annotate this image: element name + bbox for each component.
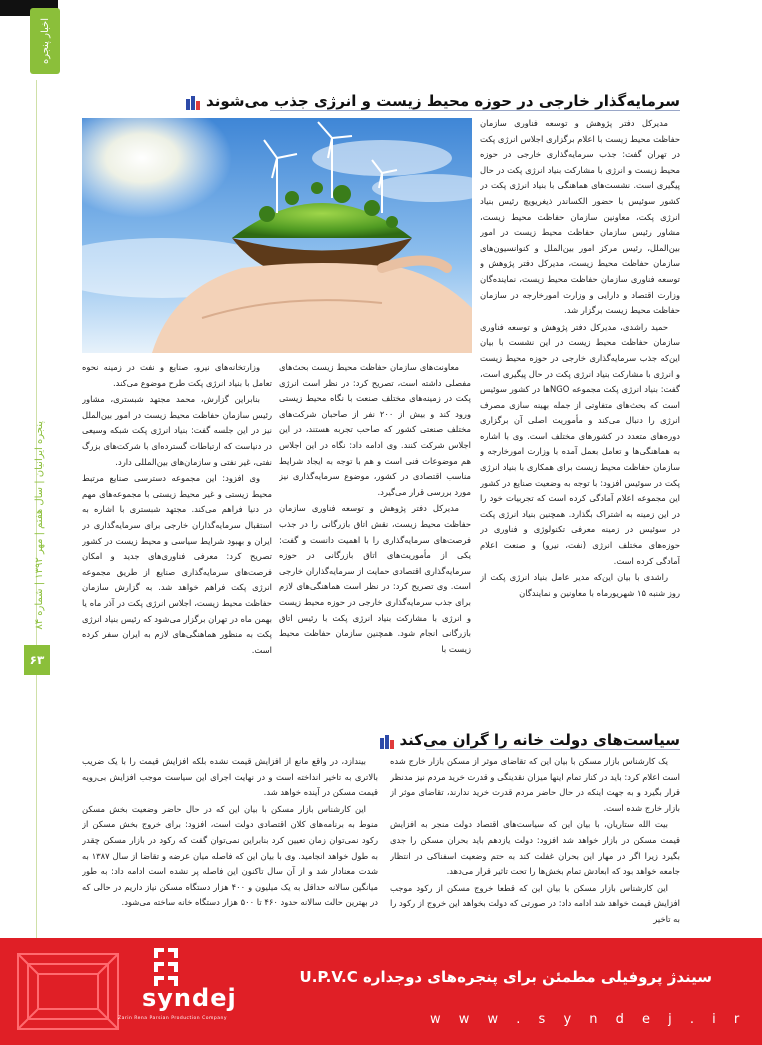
- article1-paragraph: راشدی با بیان این‌که مدیر عامل بنیاد انرژی پکت از روز شنبه ۱۵ شهریورماه با معاونین و نمایندگان: [480, 572, 680, 598]
- page-number: ۶۳: [24, 645, 50, 675]
- article1-paragraph: مدیرکل دفتر پژوهش و توسعه فناوری سازمان حفاظت محیط زیست با اعلام برگزاری اجلاس انرژی پکت در تهران گفت: جذب سرمایه‌گذاری خارجی در حوزه محیط زیست و انرژی با مشارکت بنیاد انرژی پکت در حال پیگیری است. نشست‌های هماهنگی با بنیاد انرژی پکت در کشور سوئیس با حضور الکساندر ذیغریویچ رئیس بنیاد انرژی پکت، معاونین سازمان حفاظت محیط زیست، مشاور رئیس سازمان حفاظت محیط زیست در امور بین‌الملل، رئیس مرکز امور بین‌الملل و کنوانسیون‌های سازمان حفاظت محیط زیست، مدیرکل دفتر پژوهش و توسعه فناوری سازمان حفاظت محیط زیست، نماینده‌گان وزارت اقتصاد و دارایی و وزارت امورخارجه در سازمان حفاظت محیط زیست برگزار شد.: [480, 118, 680, 316]
- article2-paragraph: این کارشناس بازار مسکن با بیان این که قطعا خروج مسکن از رکود موجب افزایش قیمت خواهد شد ادامه داد: در صورتی که دولت بخواهد این خروج از رکود را به تاخیر: [390, 882, 680, 924]
- article2-paragraph: بیندازد، در واقع مانع از افزایش قیمت نشده بلکه افزایش قیمت را با یک ضریب بالاتری به تاخیر انداخته است و در نهایت اجرای این سیاست موجب افزایش بی‌رویه قیمت مسکن در آینده خواهد شد.: [82, 756, 378, 798]
- bar-chart-icon: [186, 94, 200, 110]
- article1-heading: [186, 92, 680, 110]
- article1-column-left: [82, 360, 272, 670]
- syndej-ad-banner: [0, 938, 762, 1045]
- article2-paragraph: یک کارشناس بازار مسکن با بیان این که تقاضای موثر از مسکن بازار خارج شده است اعلام کرد: باید در کنار تمام اینها میزان نقدینگی و قدرت خرید مردم نیز مدنظر قرار بگیرد و به جهت اینکه در حال حاضر مردم قدرت خرید ندارند، تقاضای موثر از بازار خارج شده است.: [390, 756, 680, 813]
- article2-paragraph: این کارشناس بازار مسکن با بیان این که در حال حاضر وضعیت بخش مسکن منوط به برنامه‌های کلان اقتصادی دولت است، افزود: برای خروج بخش مسکن از رکود نمی‌توان زمان تعیین کرد بنابراین نمی‌توان گفت که رکود در بازار مسکن چقدر به طول خواهد انجامید. وی با بیان این که فاصله میان عرضه و تقاضا از سال ۱۳۸۷ به شدت معنادار شد و از آن سال تاکنون این فاصله پر نشده است ادامه داد: به طور میانگین سالانه حداقل به یک میلیون و ۴۰۰ هزار دستگاه مسکن نیاز داریم در حالی که در بهترین حالت سالانه حدود ۴۶۰ تا ۵۰۰ هزار دستگاه خانه ساخته می‌شود.: [82, 803, 378, 908]
- article1-title: سرمایه‌گذار خارجی در حوزه محیط زیست و انرژی جذب می‌شوند: [206, 92, 680, 110]
- article2-column-left: [82, 754, 378, 934]
- website-link[interactable]: w w w . s y n d e j . i r: [430, 1012, 747, 1027]
- brand-name: syndej: [142, 984, 237, 1012]
- banner-tagline: سیندژ پروفیلی مطمئن برای پنجره‌های دوجداره U.P.V.C: [299, 968, 712, 986]
- section-tab: [30, 8, 60, 74]
- article1-paragraph: بنابراین گزارش، محمد مجتهد شبستری، مشاور رئیس سازمان حفاظت محیط زیست در امور بین‌الملل نیز در این جلسه گفت: بنیاد انرژی پکت شبکه وسیعی در دنیاست که ارتباطات گسترده‌ای با شرکت‌های بزرگ نفتی، غیر نفتی و سازمان‌های بین‌المللی دارد.: [82, 394, 272, 467]
- article1-column-middle: [279, 360, 471, 670]
- window-profile-watermark-icon: [8, 944, 128, 1039]
- article1-paragraph: مدیرکل دفتر پژوهش و توسعه فناوری سازمان حفاظت محیط زیست، نقش اتاق بازرگانی را در جذب فرصت‌های سرمایه‌گذاری را با اهمیت دانست و گفت: یکی از مأموریت‌های اتاق بازرگانی در حوزه سرمایه‌گذاری اقتصادی حمایت از سرمایه‌گذاران خارجی است. وی تصریح کرد: در نظر است هماهنگی‌های لازم برای جذب سرمایه‌گذاری خارجی در حوزه محیط زیست و انرژی با مشارکت بنیاد انرژی پکت با رئیس اتاق بازرگانی انجام شود. همچنین سازمان حفاظت محیط زیست با: [279, 503, 471, 654]
- article2-paragraph: بیت الله ستاریان، با بیان این که سیاست‌های اقتصاد دولت منجر به افزایش قیمت مسکن در بازار خواهد شد افزود: دولت یازدهم باید بحران مسکن را جدی بگیرد زیرا اگر در مهار این بحران غفلت کند به حتم وضعیت اسفناکی در انتظار جامعه خواهد بود که ابعادش تمام بخش‌ها را تحت تاثیر قرار می‌دهد.: [390, 819, 680, 877]
- article1-paragraph: وی افزود: این مجموعه دسترسی صنایع مرتبط محیط زیستی و غیر محیط زیستی با مجموعه‌های مهم در دنیا فراهم می‌کند. مجتهد شبستری با اشاره به استقبال سرمایه‌گذاران خارجی برای سرمایه‌گذاری در ایران و بهبود شرایط سیاسی و محیط زیست در کشور تصریح کرد: معرفی فناوری‌های جدید و امکان فرصت‌های سرمایه‌گذاری صنایع از طریق مجموعه انرژی پکت فراهم خواهد شد. به گزارش سازمان حفاظت محیط زیست، اجلاس انرژی پکت در آذر ماه یا بهمن ماه در تهران برگزار می‌شود که رئیس بنیاد انرژی پکت به منظور هماهنگی‌های لازم به ایران سفر کرده است.: [82, 473, 272, 655]
- article2-title: سیاست‌های دولت خانه را گران می‌کند: [399, 731, 680, 749]
- article1-paragraph: وزارتخانه‌های نیرو، صنایع و نفت در زمینه نحوه تعامل با بنیاد انرژی پکت طرح موضوع می‌کند.: [82, 362, 272, 388]
- article2-heading: [380, 731, 680, 749]
- section-tab-label: اخبار پنجره: [39, 17, 51, 65]
- brand-subtitle: Zarin Rena Parsian Production Company: [118, 1016, 227, 1021]
- bar-chart-icon: [380, 733, 394, 749]
- article1-title-rule: [270, 110, 680, 111]
- syndej-logo-icon: [152, 946, 180, 986]
- article-photo: [82, 118, 472, 353]
- issue-info-label: پنجره ایرانیان | سال هفتم | مهر ۱۳۹۲ | شماره ۸۴: [33, 420, 45, 630]
- article1-column-right: [480, 116, 680, 668]
- issue-info: [28, 410, 50, 640]
- article2-title-rule: [426, 749, 680, 750]
- article1-paragraph: حمید راشدی، مدیرکل دفتر پژوهش و توسعه فناوری سازمان حفاظت محیط زیست در این نشست با بیان این‌که جذب سرمایه‌گذاری خارجی در حوزه محیط زیست و انرژی با مشارکت بنیاد انرژی پکت در حال پیگیری است، گفت: بنیاد انرژی پکت مجموعه NGOها در کشور سوئیس است که بحث‌های متفاوتی از جمله بهینه سازی مصرف انرژی را دنبال می‌کند و مأموریت اصلی آن برگزاری دوره‌های متعدد در کشورهای مختلف است. وی با اشاره به هماهنگی‌ها و تعامل بعمل آمده با وزارت امورخارجه و سازمان حفاظت محیط زیست برای همکاری با بنیاد انرژی پکت در سوئیس افزود: با توجه به وضعیت صنایع در کشور این مجموعه اعلام آمادگی کرده است که تجربیات خود را در این زمینه به اشتراک بگذارد. همچنین بنیاد انرژی پکت در سوئیس در زمینه معرفی تکنولوژی و فناوری در حوزه‌های مختلف انرژی (نفت، نیرو) و صنعت اعلام آمادگی کرده است.: [480, 321, 680, 566]
- article1-paragraph: معاونت‌های سازمان حفاظت محیط زیست بحث‌های مفصلی داشته است، تصریح کرد: در نظر است انرژی پکت در زمینه‌های مختلف صنعت با نگاه محیط زیستی ورود کند و بیش از ۲۰۰ نفر از صاحبان شرکت‌های مختلف صنعتی کشور که صاحب تجربه هستند، در این اجلاس شرکت کنند. وی ادامه داد: نگاه در این اجلاس هم موضوعات فنی است و هم با توجه به ایجاد شرایط مناسب اقتصادی در کشور، موضوع سرمایه‌گذاری نیز مورد بررسی قرار می‌گیرد.: [279, 362, 471, 497]
- article2-column-right: [390, 754, 680, 934]
- hand-globe-image: [82, 118, 472, 353]
